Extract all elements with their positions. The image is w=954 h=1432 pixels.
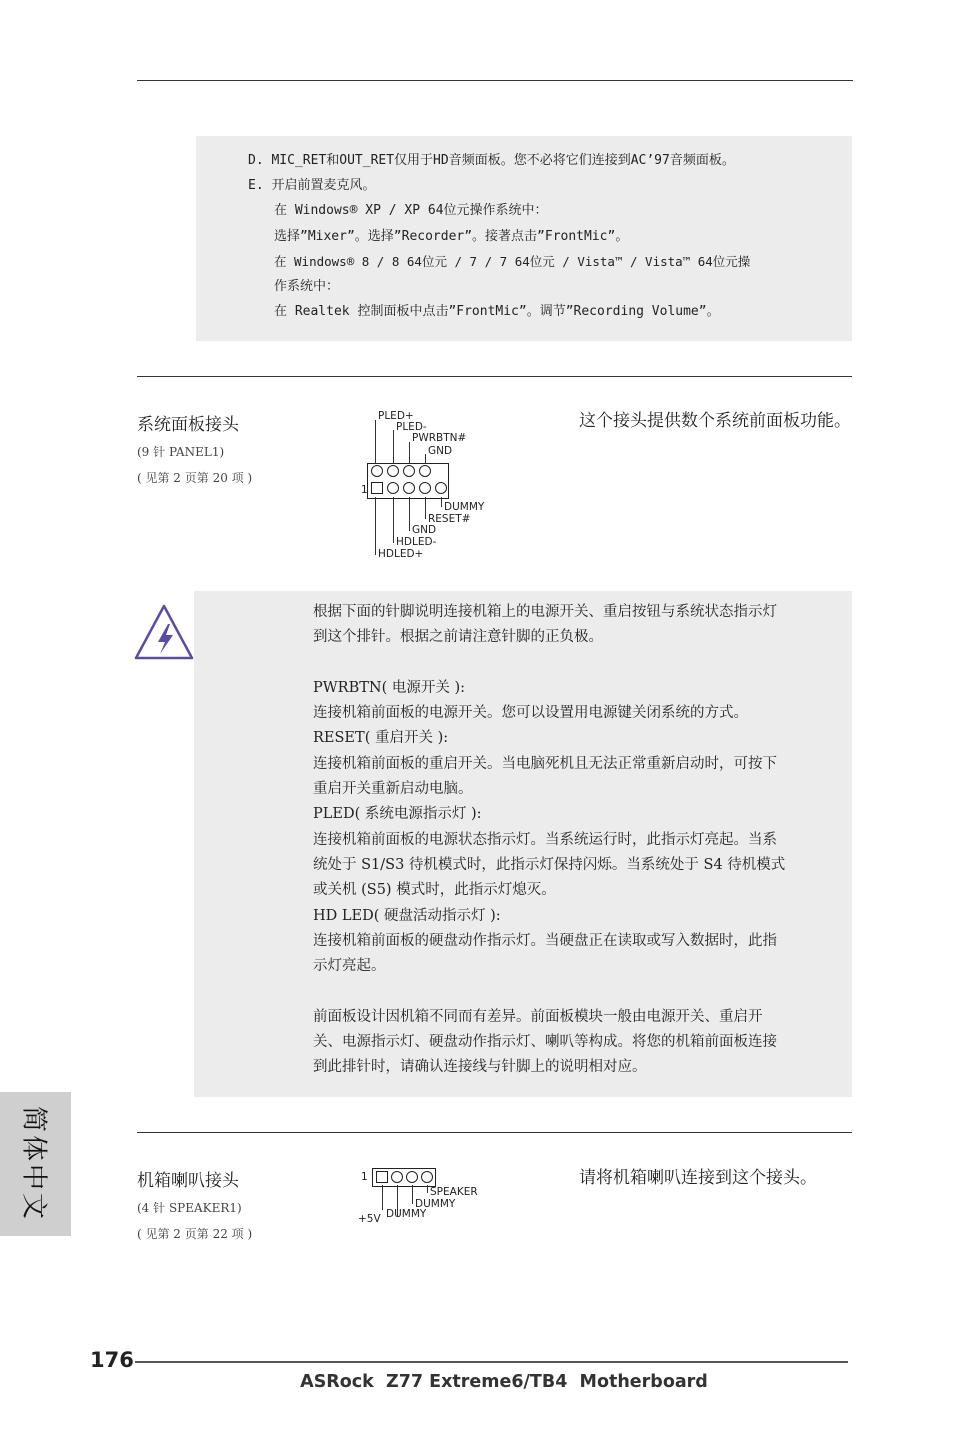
speaker-label-dummy-1: DUMMY: [415, 1198, 456, 1210]
speaker-header-ref: ( 见第 2 页第 22 项 ): [137, 1227, 253, 1241]
language-side-tab-label: 简体中文: [18, 1105, 48, 1223]
speaker-header-title: 机箱喇叭接头: [137, 1171, 239, 1191]
warning-line: 示灯亮起。: [313, 958, 386, 975]
speaker-label-speaker: SPEAKER: [430, 1186, 478, 1198]
note-line-e: E. 开启前置麦克风。: [248, 178, 376, 193]
warning-line: 或关机 (S5) 模式时，此指示灯熄灭。: [313, 882, 556, 899]
note-line-realtek: 在 Realtek 控制面板中点击”FrontMic”。调节”Recording Volume”。: [274, 304, 720, 319]
warning-line: [313, 979, 785, 1004]
warning-triangle-icon: [134, 602, 196, 662]
warning-line: 重启开关重新启动电脑。: [313, 781, 473, 798]
warning-line: PLED( 系统电源指示灯 ):: [313, 806, 482, 823]
speaker-header-pins: (4 针 SPEAKER1): [137, 1201, 242, 1215]
speaker-pin1-marker: 1: [361, 1171, 368, 1183]
language-side-tab: [0, 1092, 71, 1236]
note-box: [196, 136, 852, 341]
speaker-header-description: 请将机箱喇叭连接到这个接头。: [579, 1168, 817, 1188]
note-line-xp: 在 Windows® XP / XP 64位元操作系统中：: [274, 203, 548, 218]
pin-label-pled-plus: PLED+: [378, 410, 414, 422]
warning-line: 到此排针时，请确认连接线与针脚上的说明相对应。: [313, 1059, 647, 1076]
footer-product-name: ASRock Z77 Extreme6/TB4 Motherboard: [300, 1372, 708, 1392]
pin-label-pwrbtn: PWRBTN#: [412, 432, 467, 444]
speaker-label-dummy-2: DUMMY: [386, 1208, 427, 1220]
warning-line: 根据下面的针脚说明连接机箱上的电源开关、重启按钮与系统状态指示灯: [313, 604, 777, 620]
warning-line: HD LED( 硬盘活动指示灯 ):: [313, 907, 501, 924]
warning-line: 连接机箱前面板的重启开关。当电脑死机且无法正常重新启动时，可按下: [313, 755, 777, 772]
pin-label-hdled-plus: HDLED+: [378, 548, 424, 560]
panel-header-description: 这个接头提供数个系统前面板功能。: [579, 411, 851, 431]
warning-line: 连接机箱前面板的电源开关。您可以设置用电源键关闭系统的方式。: [313, 705, 748, 722]
panel-header-ref: ( 见第 2 页第 20 项 ): [137, 471, 253, 485]
warning-line: 连接机箱前面板的电源状态指示灯。当系统运行时，此指示灯亮起。当系: [313, 831, 777, 848]
pin-label-pled-minus: PLED-: [396, 421, 427, 433]
warning-line: PWRBTN( 电源开关 ):: [313, 679, 466, 696]
section-rule-speaker: [137, 1132, 852, 1133]
header-rule: [137, 80, 853, 81]
warning-line: 关、电源指示灯、硬盘动作指示灯、喇叭等构成。将您的机箱前面板连接: [313, 1034, 777, 1051]
note-line-os: 作系统中：: [274, 279, 340, 294]
note-line-win8: 在 Windows® 8 / 8 64位元 / 7 / 7 64位元 / Vista™ / Vista™ 64位元操: [274, 254, 751, 269]
page-number: 176: [90, 1348, 134, 1372]
pin-label-gnd-bottom: GND: [412, 524, 437, 536]
warning-box: [194, 591, 852, 1097]
warning-line: RESET( 重启开关 ):: [313, 730, 449, 747]
pin1-marker: 1: [361, 484, 368, 496]
speaker-label-5v: +5V: [358, 1213, 381, 1225]
warning-line: [313, 651, 785, 676]
panel-header-title: 系统面板接头: [137, 415, 239, 435]
speaker-pin-diagram: [356, 1164, 486, 1228]
warning-line: 到这个排针。根据之前请注意针脚的正负极。: [313, 629, 603, 646]
note-line-mixer: 选择”Mixer”。选择”Recorder”。接著点击”FrontMic”。: [274, 229, 629, 244]
warning-line: 连接机箱前面板的硬盘动作指示灯。当硬盘正在读取或写入数据时，此指: [313, 932, 777, 949]
pin-label-dummy: DUMMY: [444, 501, 485, 513]
note-line-d: D. MIC_RET和OUT_RET仅用于HD音频面板。您不必将它们连接到AC’97音频面板。: [248, 153, 735, 168]
section-rule-panel: [137, 376, 852, 377]
panel-pin-diagram: [360, 408, 500, 560]
warning-line: 统处于 S1/S3 待机模式时，此指示灯保持闪烁。当系统处于 S4 待机模式: [313, 856, 786, 873]
footer-rule: [135, 1361, 848, 1363]
warning-line: 前面板设计因机箱不同而有差异。前面板模块一般由电源开关、重启开: [313, 1008, 763, 1025]
panel-header-pins: (9 针 PANEL1): [137, 445, 225, 459]
pin-label-hdled-minus: HDLED-: [396, 536, 437, 548]
pin-label-gnd-top: GND: [428, 445, 453, 457]
pin-label-reset: RESET#: [428, 513, 471, 525]
